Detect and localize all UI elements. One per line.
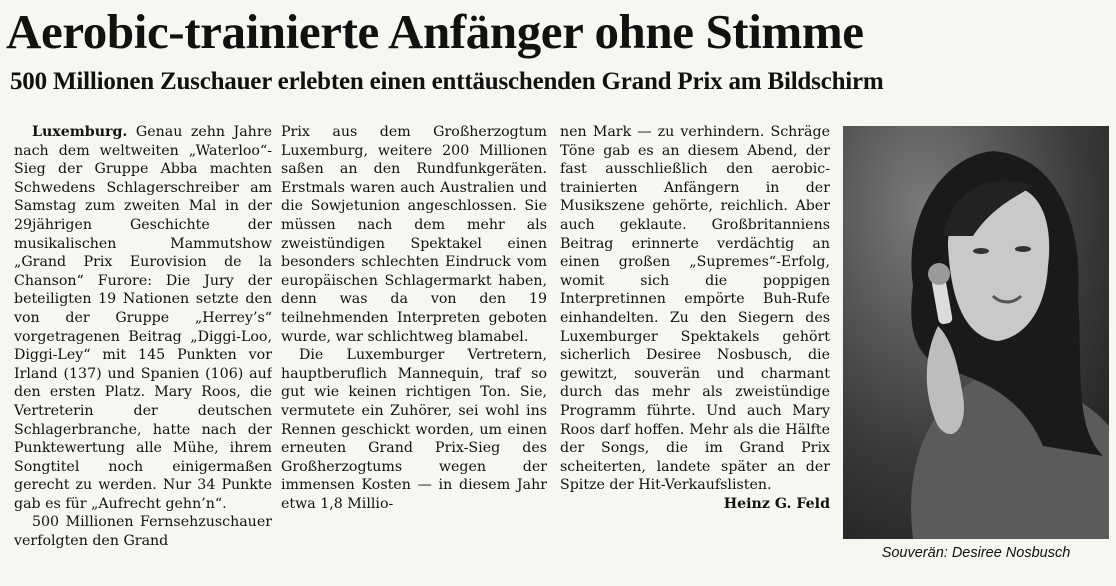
article-column-3 <box>560 123 830 578</box>
singer-photo-illustration <box>843 126 1109 539</box>
paragraph: 500 Millionen Fernsehzuschauer verfolgten den Grand <box>14 514 272 550</box>
paragraph <box>14 123 272 513</box>
paragraph: Prix aus dem Großherzogtum Luxemburg, weitere 200 Millionen saßen an den Rundfunkgeräten. Erstmals waren auch Australien und die Sowjetunion angeschlossen. Sie müssen nach dem mehr als zweistündigen Spektakel einen besonders schlechten Eindruck vom europäischen Schlagermarkt haben, denn was da von den 19 teilnehmenden Interpreten geboten wurde, war schlichtweg blamabel. <box>281 124 547 345</box>
article-column-2 <box>281 123 547 578</box>
article-column-1 <box>14 123 272 578</box>
paragraph-text: nen Mark — zu verhindern. Schräge Töne gab es an diesem Abend, der fast ausschließlich den aerobic-trainierten Anfängern in der Musikszene gehörte, reichlich. Aber auch geklaute. Großbritanniens Beitrag erinnerte verdächtig an einen großen „Supremes“-Erfolg, womit sich die poppigen Interpretinnen empörte Buh-Rufe einhandelten. Zu den Siegern des Luxemburger Spektakels gehört sicherlich Desiree Nosbusch, die gewitzt, souverän und charmant durch das mehr als zweistündige Programm führte. Und auch Mary Roos darf hoffen. Mehr als die Hälfte der Songs, die im Grand Prix scheiterten, landete später an der Spitze der Hit-Verkaufslisten. <box>560 124 830 494</box>
subheadline: 500 Millionen Zuschauer erlebten einen enttäuschenden Grand Prix am Bildschirm <box>10 68 884 95</box>
paragraph-text: Genau zehn Jahre nach dem weltweiten „Waterloo“-Sieg der Gruppe Abba machten Schwedens Schlagerschreiber am Samstag zum zweiten Mal in der 29jährigen Geschichte der musikalischen Mammutshow „Grand Prix Eurovision de la Chanson“ Furore: Die Jury der beteiligten 19 Nationen setzte den von der Gruppe „Herrey’s“ vorgetragenen Beitrag „Diggi-Loo, Diggi-Ley“ mit 145 Punkten vor Irland (137) und Spanien (106) auf den ersten Platz. Mary Roos, die Vertreterin der deutschen Schlagerbranche, hatte nach der Punktewertung alle Mühe, ihrem Songtitel noch einigermaßen gerecht zu werden. Nur 34 Punkte gab es für „Aufrecht gehn’n“. <box>14 124 272 512</box>
headline: Aerobic-trainierte Anfänger ohne Stimme <box>6 4 864 59</box>
dateline: Luxemburg. <box>32 124 128 140</box>
byline: Heinz G. Feld <box>723 495 830 512</box>
paragraph <box>560 123 830 512</box>
photo-caption: Souverän: Desiree Nosbusch <box>881 545 1071 561</box>
paragraph: Die Luxemburger Vertretern, hauptberuflich Mannequin, traf so gut wie keinen richtigen Ton. Sie, vermutete ein Zuhörer, sei wohl ins Rennen geschickt worden, um einen erneuten Grand Prix-Sieg des Großherzogtums wegen der immensen Kosten — in diesem Jahr etwa 1,8 Millio- <box>281 347 547 512</box>
photo-singer <box>843 126 1109 539</box>
